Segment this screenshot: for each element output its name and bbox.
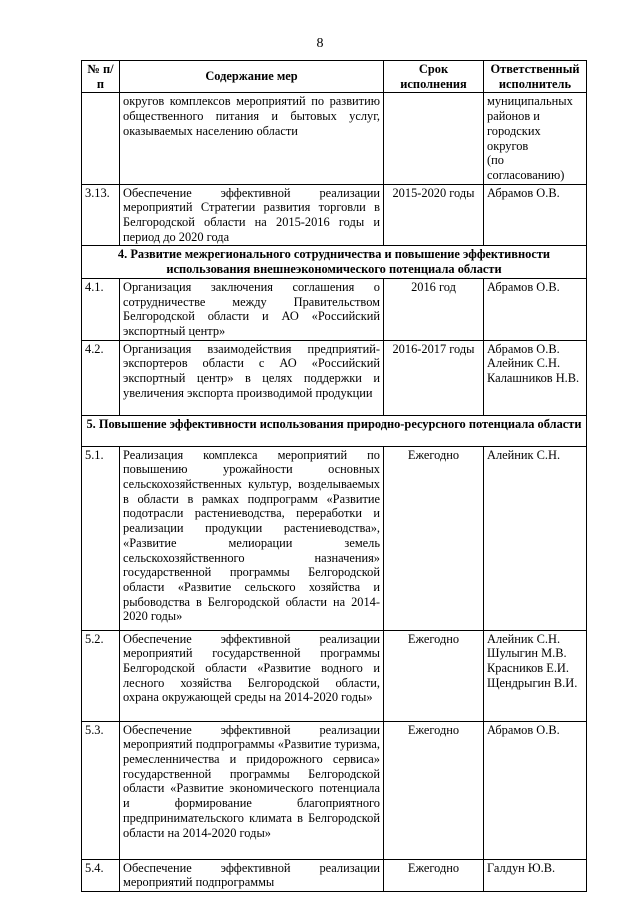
responsible-line: Калашников Н.В. [487,371,580,386]
row-content: округов комплексов мероприятий по развитию общественного питания и бытовых услуг, оказываемых населению области [120,93,384,184]
header-term: Срок исполнения [384,61,484,93]
row-responsible [484,721,587,859]
responsible-line: Красников Е.И. [487,661,569,676]
row-content: Обеспечение эффективной реализации мероприятий подпрограммы «Развитие туризма, ремесленничества и придорожного сервиса» государственной программы Белгородской области «Развитие экономического потенциала и формирование благоприятного предпринимательского климата в Белгородской области на 2014-2020 годы» [120,721,384,859]
row-term: Ежегодно [384,859,484,891]
table-row [82,446,587,630]
section-header-row [82,415,587,446]
row-responsible [484,859,587,891]
responsible-line: Шулыгин М.В. [487,646,567,661]
row-content: Обеспечение эффективной реализации мероприятий подпрограммы [120,859,384,891]
row-responsible [484,93,587,184]
table-row [82,184,587,246]
responsible-line: Абрамов О.В. [487,185,560,200]
responsible-line: муниципальных [487,94,573,109]
row-content: Обеспечение эффективной реализации мероприятий Стратегии развития торговли в Белгородской области на 2015-2016 годы и период до 2020 года [120,184,384,246]
row-num: 5.3. [82,721,120,859]
responsible-line: городских округов [487,123,541,153]
row-num: 4.2. [82,340,120,415]
responsible-line: Галдун Ю.В. [487,860,556,875]
section-title: 4. Развитие межрегионального сотрудничества и повышение эффективности использования внешнеэкономического потенциала области [82,246,587,278]
row-content: Обеспечение эффективной реализации мероприятий государственной программы Белгородской области «Развитие водного и лесного хозяйства Белгородской области, охрана окружающей среды на 2014-2020 годы» [120,630,384,721]
row-term: Ежегодно [384,630,484,721]
row-responsible [484,630,587,721]
row-content: Организация заключения соглашения о сотрудничестве между Правительством Белгородской области и АО «Российский экспортный центр» [120,278,384,340]
row-responsible [484,184,587,246]
row-num: 3.13. [82,184,120,246]
row-term: Ежегодно [384,446,484,630]
header-num: № п/п [82,61,120,93]
row-responsible [484,340,587,415]
table-row [82,721,587,859]
responsible-line: районов и [487,109,540,124]
section-title: 5. Повышение эффективности использования природно-ресурсного потенциала области [82,415,587,446]
row-term: 2015-2020 годы [384,184,484,246]
section-header-row [82,246,587,278]
responsible-line: Алейник С.Н. [487,447,561,462]
row-num: 5.2. [82,630,120,721]
responsible-line: Абрамов О.В. [487,279,560,294]
responsible-line: Абрамов О.В. [487,341,560,356]
header-resp: Ответственный исполнитель [484,61,587,93]
table-row [82,93,587,184]
table-row [82,340,587,415]
table-row [82,278,587,340]
row-term: 2016 год [384,278,484,340]
header-content: Содержание мер [120,61,384,93]
row-content: Организация взаимодействия предприятий-экспортеров области с АО «Российский экспортный центр» в целях поддержки и увеличения экспорта производимой продукции [120,340,384,415]
table-header-row [82,61,587,93]
row-num: 5.4. [82,859,120,891]
row-num [82,93,120,184]
row-num: 5.1. [82,446,120,630]
table-row [82,630,587,721]
measures-table [81,60,587,892]
row-responsible [484,278,587,340]
row-term: Ежегодно [384,721,484,859]
responsible-line: Щендрыгин В.И. [487,675,578,690]
row-term: 2016-2017 годы [384,340,484,415]
responsible-line: Алейник С.Н. [487,356,561,371]
row-content: Реализация комплекса мероприятий по повышению урожайности основных сельскохозяйственных культур, возделываемых в области в рамках подпрограмм «Развитие подотрасли растениеводства, переработки и реализации продукции растениеводства», «Развитие мелиорации земель сельскохозяйственного назначения» государственной программы Белгородской области «Развитие сельского хозяйства и рыбоводства в Белгородской области на 2014-2020 годы» [120,446,384,630]
row-num: 4.1. [82,278,120,340]
responsible-line: Алейник С.Н. [487,631,561,646]
row-responsible [484,446,587,630]
page-number: 8 [316,36,324,51]
responsible-line: Абрамов О.В. [487,722,560,737]
table-row [82,859,587,891]
row-term [384,93,484,184]
responsible-line: (по согласованию) [487,153,565,182]
